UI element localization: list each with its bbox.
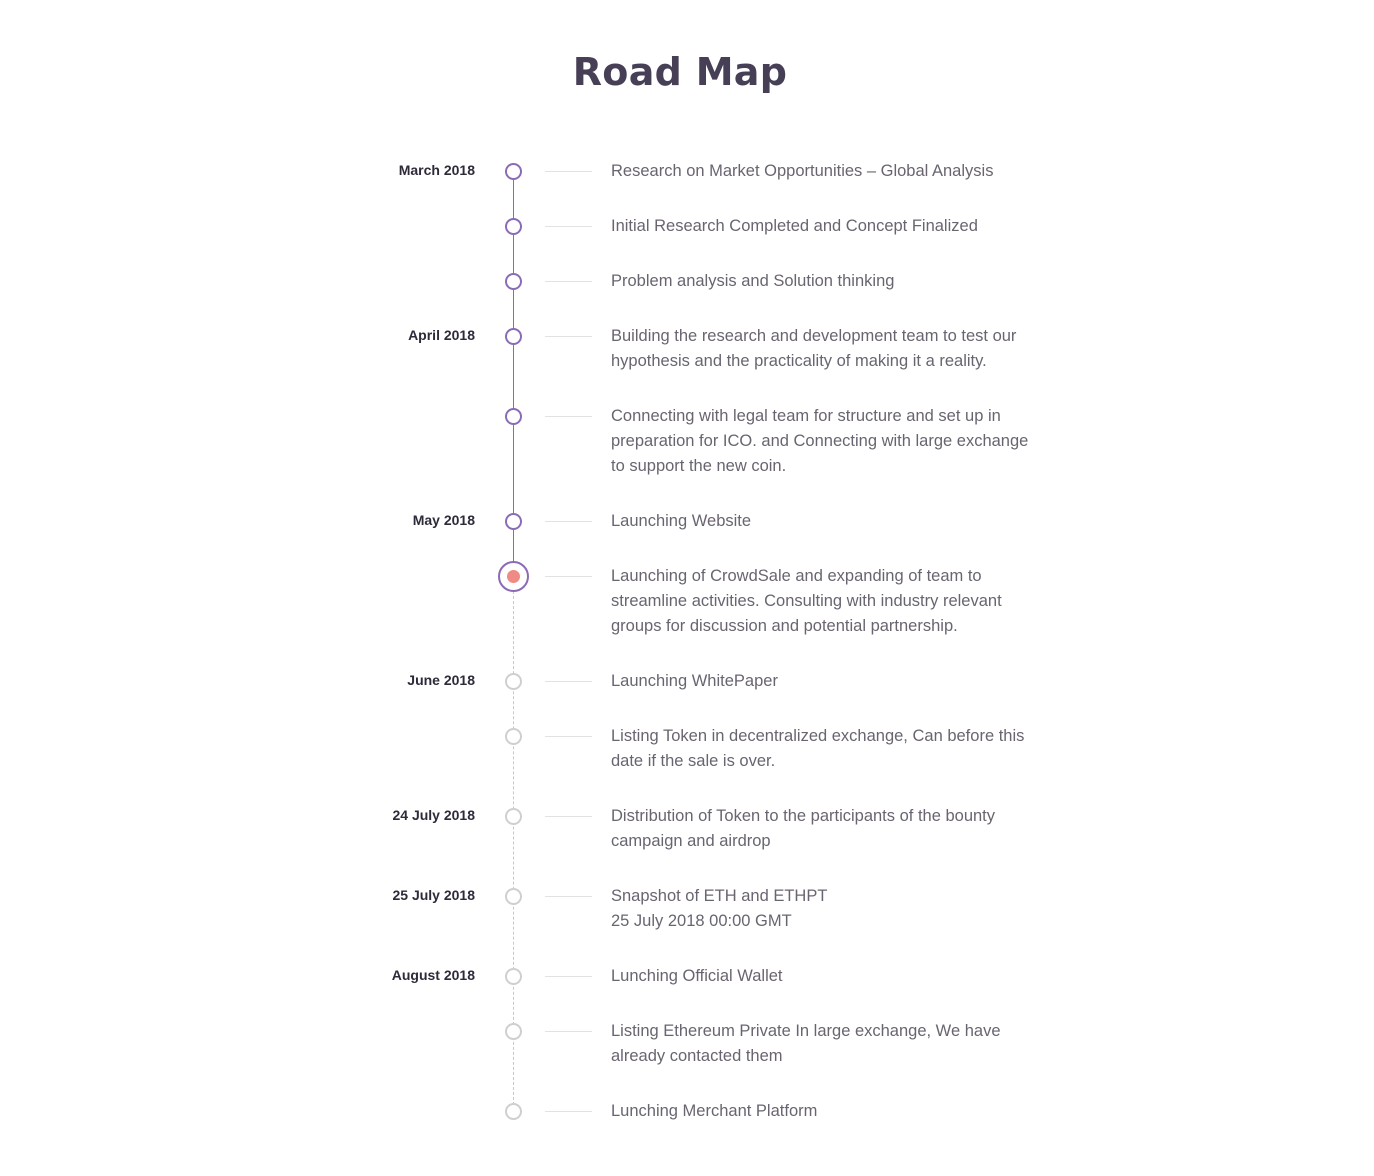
milestone-pending-icon xyxy=(505,968,522,985)
roadmap-item-date: May 2018 xyxy=(412,512,475,528)
milestone-current-icon xyxy=(498,561,529,592)
roadmap-item-text: Listing Token in decentralized exchange, Can before this date if the sale is over. xyxy=(611,727,1025,770)
roadmap-item-text: Distribution of Token to the participants of the bounty campaign and airdrop xyxy=(611,807,996,850)
roadmap-item-text: Problem analysis and Solution thinking xyxy=(611,272,895,290)
milestone-done-icon xyxy=(505,218,522,235)
roadmap-item-text: Initial Research Completed and Concept Finalized xyxy=(611,217,978,235)
connector-line xyxy=(545,1111,592,1112)
roadmap-item-text: Snapshot of ETH and ETHPT 25 July 2018 00:00 GMT xyxy=(611,887,828,930)
roadmap-item-date: April 2018 xyxy=(408,327,475,343)
roadmap-item-date: June 2018 xyxy=(407,672,475,688)
connector-line xyxy=(545,521,592,522)
roadmap-item-text: Lunching Official Wallet xyxy=(611,967,783,985)
connector-line xyxy=(545,736,592,737)
roadmap-item-text: Launching of CrowdSale and expanding of team to streamline activities. Consulting with industry relevant groups for discussion and potential partnership. xyxy=(611,567,1002,635)
roadmap-item-text: Launching WhitePaper xyxy=(611,672,778,690)
connector-line xyxy=(545,681,592,682)
connector-line xyxy=(545,281,592,282)
milestone-done-icon xyxy=(505,273,522,290)
current-dot-icon xyxy=(507,570,520,583)
roadmap-item-text: Building the research and development team to test our hypothesis and the practicality of making it a reality. xyxy=(611,327,1017,370)
milestone-done-icon xyxy=(505,328,522,345)
roadmap-item-date: 24 July 2018 xyxy=(392,807,475,823)
roadmap-item-date: March 2018 xyxy=(398,162,475,178)
roadmap-item-text: Lunching Merchant Platform xyxy=(611,1102,818,1120)
page-title: Road Map xyxy=(572,50,788,94)
connector-line xyxy=(545,976,592,977)
milestone-pending-icon xyxy=(505,888,522,905)
roadmap-item-text: Launching Website xyxy=(611,512,752,530)
roadmap-item-text: Listing Ethereum Private In large exchange, We have already contacted them xyxy=(611,1022,1001,1065)
connector-line xyxy=(545,1031,592,1032)
roadmap-item-date: 25 July 2018 xyxy=(392,887,475,903)
milestone-pending-icon xyxy=(505,1103,522,1120)
connector-line xyxy=(545,896,592,897)
milestone-pending-icon xyxy=(505,728,522,745)
connector-line xyxy=(545,816,592,817)
milestone-pending-icon xyxy=(505,1023,522,1040)
milestone-done-icon xyxy=(505,408,522,425)
roadmap-item-text: Connecting with legal team for structure and set up in preparation for ICO. and Connecting with large exchange to support the new coin. xyxy=(611,407,1029,475)
milestone-done-icon xyxy=(505,513,522,530)
milestone-done-icon xyxy=(505,163,522,180)
roadmap-item-text: Research on Market Opportunities – Global Analysis xyxy=(611,162,994,180)
connector-line xyxy=(545,336,592,337)
roadmap-item-date: August 2018 xyxy=(391,967,475,983)
connector-line xyxy=(545,416,592,417)
connector-line xyxy=(545,576,592,577)
milestone-pending-icon xyxy=(505,808,522,825)
connector-line xyxy=(545,171,592,172)
milestone-pending-icon xyxy=(505,673,522,690)
connector-line xyxy=(545,226,592,227)
